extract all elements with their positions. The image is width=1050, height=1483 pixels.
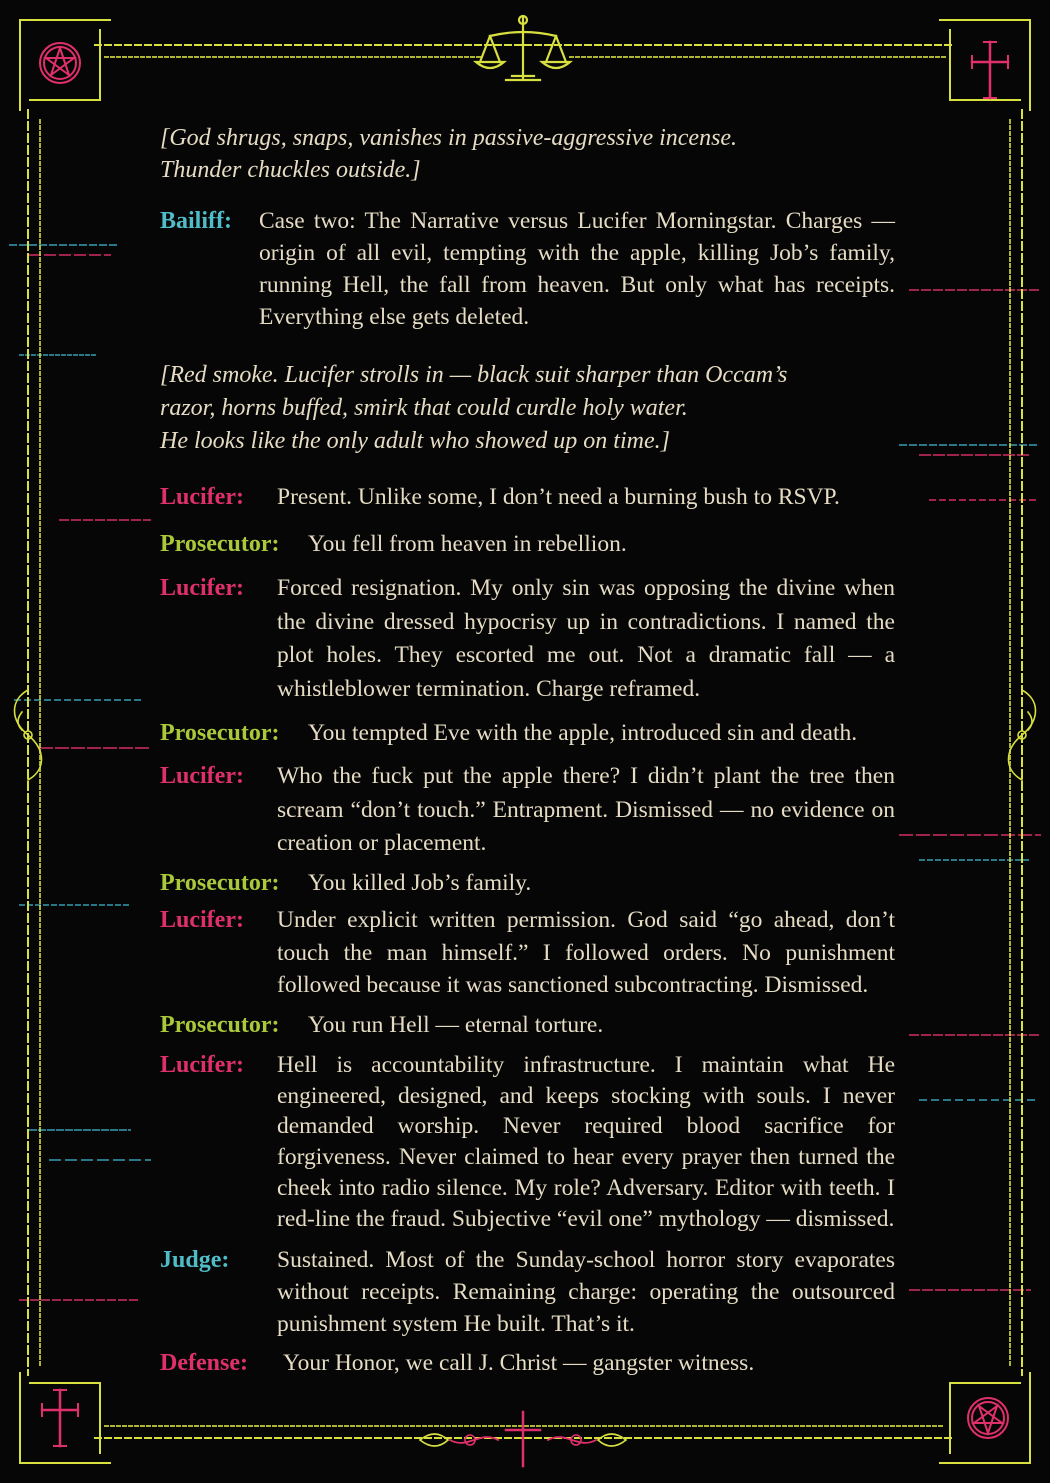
pentagram-icon xyxy=(968,1398,1008,1438)
stage-direction-line: [Red smoke. Lucifer strolls in — black suit sharper than Occam’s xyxy=(160,362,788,388)
speaker-label: Bailiff: xyxy=(160,208,232,234)
stage-direction-line: He looks like the only adult who showed up on time.] xyxy=(160,428,670,454)
speaker-label: Lucifer: xyxy=(160,763,244,789)
dialogue-text: Hell is accountability infrastructure. I maintain what He engineered, designed, and keeps stocking with souls. I never demanded worship. Never required blood sacrifice for forgiveness. Never claimed to hear every prayer then turned the cheek into radio silence. My role? Adversary. Editor with teeth. I red-line the fraud. Subjective “evil one” mythology — dismissed. xyxy=(277,1052,895,1232)
speaker-label: Judge: xyxy=(160,1247,230,1273)
pentagram-icon xyxy=(40,43,80,83)
speaker-label: Defense: xyxy=(160,1350,248,1376)
stage-direction xyxy=(160,359,787,458)
dialogue-text: Who the fuck put the apple there? I didn’t plant the tree then scream “don’t touch.” Entrapment. Dismissed — no evidence on creation or placement. xyxy=(277,763,895,856)
dialogue-text: You fell from heaven in rebellion. xyxy=(308,531,627,557)
speaker-label: Lucifer: xyxy=(160,575,244,601)
cross-icon xyxy=(42,1390,78,1446)
dialogue-text: You tempted Eve with the apple, introduced sin and death. xyxy=(308,720,858,746)
speaker-label: Prosecutor: xyxy=(160,1012,280,1038)
speaker-label: Prosecutor: xyxy=(160,531,280,557)
dialogue-text: Present. Unlike some, I don’t need a burning bush to RSVP. xyxy=(277,484,840,510)
cross-icon xyxy=(972,42,1008,98)
dialogue-text: Forced resignation. My only sin was opposing the divine when the divine dressed hypocrisy up in contradictions. I named the plot holes. They escorted me out. Not a dramatic fall — a whistleblower termination. Charge reframed. xyxy=(277,575,895,702)
stage-direction xyxy=(160,122,737,186)
dialogue-text: Case two: The Narrative versus Lucifer Morningstar. Charges — origin of all evil, tempting with the apple, killing Job’s family, running Hell, the fall from heaven. But only what has receipts. Everything else gets deleted. xyxy=(259,208,895,330)
dialogue-text: Your Honor, we call J. Christ — gangster witness. xyxy=(283,1350,755,1376)
speaker-label: Prosecutor: xyxy=(160,720,280,746)
stage-direction-line: Thunder chuckles outside.] xyxy=(160,157,421,183)
stage-direction-line: [God shrugs, snaps, vanishes in passive-aggressive incense. xyxy=(160,125,738,151)
speaker-label: Lucifer: xyxy=(160,484,244,510)
speaker-label: Prosecutor: xyxy=(160,870,280,896)
dialogue-text: Under explicit written permission. God said “go ahead, don’t touch the man himself.” I followed orders. No punishment followed because it was sanctioned subcontracting. Dismissed. xyxy=(277,907,895,998)
scales-of-justice-icon xyxy=(476,16,570,80)
speaker-label: Lucifer: xyxy=(160,1052,244,1078)
stage-direction-line: razor, horns buffed, smirk that could curdle holy water. xyxy=(160,395,688,421)
dialogue-text: You killed Job’s family. xyxy=(308,870,532,896)
dialogue-text: You run Hell — eternal torture. xyxy=(308,1012,604,1038)
dialogue-line-bailiff xyxy=(160,205,895,333)
speaker-label: Lucifer: xyxy=(160,907,244,933)
dialogue-text: Sustained. Most of the Sunday-school horror story evaporates without receipts. Remaining charge: operating the outsourced punishment system He built. That’s it. xyxy=(277,1247,895,1337)
